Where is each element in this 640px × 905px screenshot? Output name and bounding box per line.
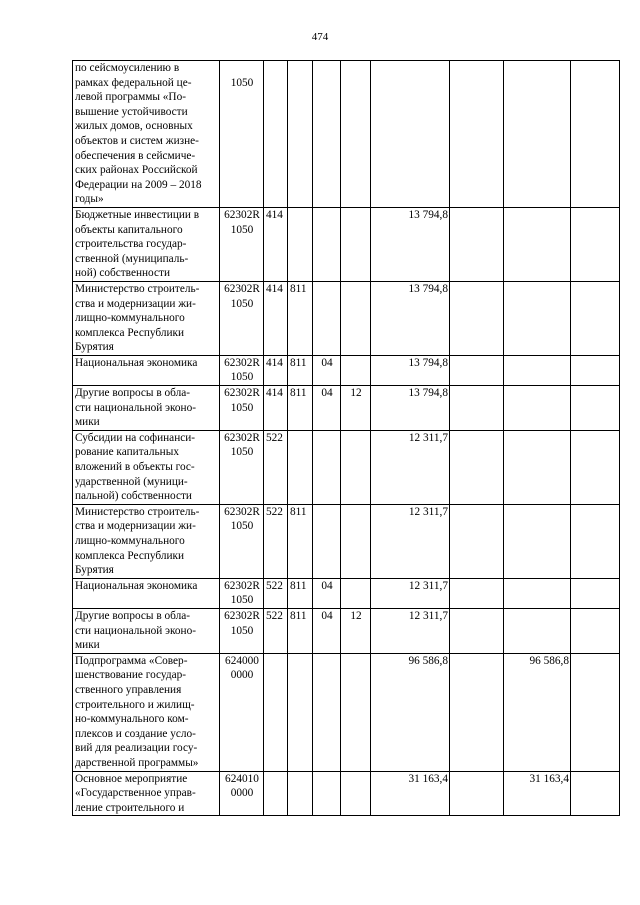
target-article-line: 1050 [230,624,254,637]
target-article-line: 624010 [225,772,259,785]
subsection-cell [341,355,371,385]
row-name-line: сти национальной эконо- [75,401,197,414]
subsection-cell [341,281,371,355]
target-article-cell [220,608,264,653]
amount-cell: 13 794,8 [371,355,450,385]
amount-cell-4 [571,771,620,816]
target-article-cell [220,61,264,208]
subsection-cell [341,771,371,816]
amount-cell-4 [571,578,620,608]
row-name-line: мики [75,416,100,429]
expense-type-cell [264,61,288,208]
row-name-line: по сейсмоусилению в [75,62,180,74]
target-article-cell [220,504,264,578]
amount-cell-4 [571,207,620,281]
target-article-line: 62302R [224,431,260,444]
section-cell [313,207,341,281]
amount-cell-3 [504,386,571,431]
ministry-code-cell [288,653,313,771]
target-article-line: 62302R [224,579,260,592]
subsection-cell: 12 [341,608,371,653]
amount-cell-4 [571,386,620,431]
row-name-line: Основное мероприятие [75,772,188,785]
target-article-line: 1050 [230,297,254,310]
section-cell: 04 [313,355,341,385]
amount-cell-4 [571,504,620,578]
target-article-cell [220,653,264,771]
row-name-cell [73,608,220,653]
row-name-line: Федерации на 2009 – 2018 [75,178,202,191]
row-name-line: комплекса Республики [75,549,185,562]
amount-cell-4 [571,608,620,653]
target-article-cell [220,771,264,816]
row-name-line: Бурятия [75,341,114,354]
ministry-code-cell: 811 [288,578,313,608]
target-article-line: 0000 [230,787,254,800]
ministry-code-cell [288,61,313,208]
amount-cell-2 [450,61,504,208]
subsection-cell [341,653,371,771]
section-cell [313,281,341,355]
target-article-line: 1050 [230,76,254,89]
amount-cell: 13 794,8 [371,207,450,281]
row-name-cell [73,386,220,431]
row-name-line: ление строительного и [75,801,185,814]
amount-cell: 96 586,8 [371,653,450,771]
target-article-line: 62302R [224,387,260,400]
ministry-code-cell: 811 [288,281,313,355]
amount-cell-2 [450,504,504,578]
amount-cell-4 [571,281,620,355]
target-article-cell [220,430,264,504]
row-name-line: сти национальной эконо- [75,624,197,637]
table-row [73,771,620,816]
row-name-cell [73,578,220,608]
table-body [73,61,620,816]
expense-type-cell: 414 [264,281,288,355]
amount-cell: 12 311,7 [371,430,450,504]
amount-cell-3 [504,281,571,355]
row-name-line: «Государственное управ- [75,787,196,800]
row-name-cell [73,355,220,385]
amount-cell-3: 96 586,8 [504,653,571,771]
table-row [73,430,620,504]
subsection-cell: 12 [341,386,371,431]
subsection-cell [341,504,371,578]
row-name-cell [73,61,220,208]
ministry-code-cell [288,207,313,281]
table-row [73,61,620,208]
row-name-line: рование капитальных [75,446,179,459]
row-name-line: ственной (муниципаль- [75,252,189,265]
row-name-line: Бюджетные инвестиции в [75,208,200,221]
table-row [73,386,620,431]
row-name-line: Министерство строитель- [75,282,200,295]
amount-cell-3 [504,430,571,504]
section-cell [313,430,341,504]
row-name-line: вий для реализации госу- [75,742,198,755]
amount-cell-2 [450,386,504,431]
amount-cell-4 [571,355,620,385]
row-name-line: Субсидии на софинанси- [75,431,196,444]
expense-type-cell: 414 [264,386,288,431]
amount-cell-3 [504,608,571,653]
section-cell: 04 [313,608,341,653]
row-name-cell [73,653,220,771]
amount-cell-3 [504,61,571,208]
amount-cell-2 [450,207,504,281]
row-name-line: дарственной программы» [75,756,199,769]
row-name-line: Другие вопросы в обла- [75,387,191,400]
amount-cell-2 [450,281,504,355]
row-name-cell [73,430,220,504]
expense-type-cell: 414 [264,355,288,385]
expense-type-cell: 522 [264,504,288,578]
amount-cell-3 [504,504,571,578]
row-name-line: пальной) собственности [75,490,192,503]
ministry-code-cell: 811 [288,504,313,578]
row-name-line: ной) собственности [75,267,170,280]
target-article-line: 62302R [224,505,260,518]
row-name-line: ударственной (муници- [75,475,188,488]
amount-cell-4 [571,430,620,504]
row-name-line: Национальная экономика [75,579,198,592]
row-name-line: вложений в объекты гос- [75,461,195,474]
row-name-line: лищно-коммунального [75,312,185,325]
row-name-line: жилых домов, основных [75,120,193,133]
target-article-cell [220,578,264,608]
ministry-code-cell: 811 [288,608,313,653]
target-article-cell [220,386,264,431]
row-name-line: Министерство строитель- [75,505,200,518]
table-row [73,653,620,771]
row-name-line: комплекса Республики [75,326,185,339]
row-name-line: ства и модернизации жи- [75,297,196,310]
amount-cell-2 [450,771,504,816]
target-article-line [222,61,262,76]
row-name-line: строительного и жилищ- [75,698,195,711]
amount-cell: 12 311,7 [371,504,450,578]
expense-type-cell: 414 [264,207,288,281]
expense-type-cell: 522 [264,608,288,653]
subsection-cell [341,578,371,608]
row-name-line: ственного управления [75,683,182,696]
row-name-line: шенствование государ- [75,669,186,682]
ministry-code-cell [288,771,313,816]
row-name-cell [73,504,220,578]
target-article-line: 62302R [224,356,260,369]
row-name-line: Подпрограмма «Совер- [75,654,188,667]
row-name-line: мики [75,639,100,652]
amount-cell [371,61,450,208]
row-name-line: но-коммунального ком- [75,713,189,726]
table-row [73,608,620,653]
row-name-line: плексов и создание усло- [75,727,196,740]
amount-cell-3 [504,578,571,608]
target-article-line: 62302R [224,208,260,221]
page-number: 474 [311,31,329,43]
row-name-cell [73,207,220,281]
target-article-line: 62302R [224,282,260,295]
row-name-line: левой программы «По- [75,91,186,104]
row-name-line: объектов и систем жизне- [75,134,199,147]
amount-cell-3 [504,355,571,385]
row-name-line: ства и модернизации жи- [75,520,196,533]
amount-cell-2 [450,653,504,771]
amount-cell-2 [450,430,504,504]
amount-cell-4 [571,61,620,208]
amount-cell: 13 794,8 [371,386,450,431]
budget-table [72,60,620,816]
section-cell: 04 [313,386,341,431]
row-name-cell [73,771,220,816]
table-row [73,281,620,355]
target-article-line: 1050 [230,520,254,533]
row-name-line: обеспечения в сейсмиче- [75,149,196,162]
section-cell [313,504,341,578]
target-article-cell [220,355,264,385]
amount-cell: 13 794,8 [371,281,450,355]
subsection-cell [341,207,371,281]
amount-cell: 31 163,4 [371,771,450,816]
row-name-cell [73,281,220,355]
section-cell [313,771,341,816]
row-name-line: Национальная экономика [75,356,198,369]
section-cell: 04 [313,578,341,608]
amount-cell: 12 311,7 [371,608,450,653]
row-name-line: строительства государ- [75,238,187,251]
target-article-line: 1050 [230,223,254,236]
row-name-line: годы» [75,193,104,206]
expense-type-cell: 522 [264,578,288,608]
target-article-line: 1050 [230,371,254,384]
ministry-code-cell: 811 [288,355,313,385]
ministry-code-cell: 811 [288,386,313,431]
row-name-line: вышение устойчивости [75,105,188,118]
amount-cell: 12 311,7 [371,578,450,608]
target-article-cell [220,207,264,281]
table-row [73,207,620,281]
table-row [73,355,620,385]
target-article-line: 1050 [230,401,254,414]
target-article-line: 0000 [230,669,254,682]
section-cell [313,653,341,771]
table-row [73,578,620,608]
target-article-line: 1050 [230,594,254,607]
ministry-code-cell [288,430,313,504]
target-article-line: 624000 [225,654,259,667]
amount-cell-2 [450,578,504,608]
row-name-line: Другие вопросы в обла- [75,609,191,622]
amount-cell-2 [450,355,504,385]
table-row [73,504,620,578]
subsection-cell [341,61,371,208]
section-cell [313,61,341,208]
row-name-line: объекты капитального [75,223,183,236]
subsection-cell [341,430,371,504]
expense-type-cell: 522 [264,430,288,504]
row-name-line: Бурятия [75,564,114,577]
amount-cell-2 [450,608,504,653]
target-article-line: 1050 [230,446,254,459]
target-article-cell [220,281,264,355]
row-name-line: лищно-коммунального [75,535,185,547]
expense-type-cell [264,653,288,771]
target-article-line: 62302R [224,609,260,622]
amount-cell-3: 31 163,4 [504,771,571,816]
amount-cell-4 [571,653,620,771]
amount-cell-3 [504,207,571,281]
row-name-line: рамках федеральной це- [75,76,192,89]
expense-type-cell [264,771,288,816]
row-name-line: ских районах Российской [75,164,198,177]
